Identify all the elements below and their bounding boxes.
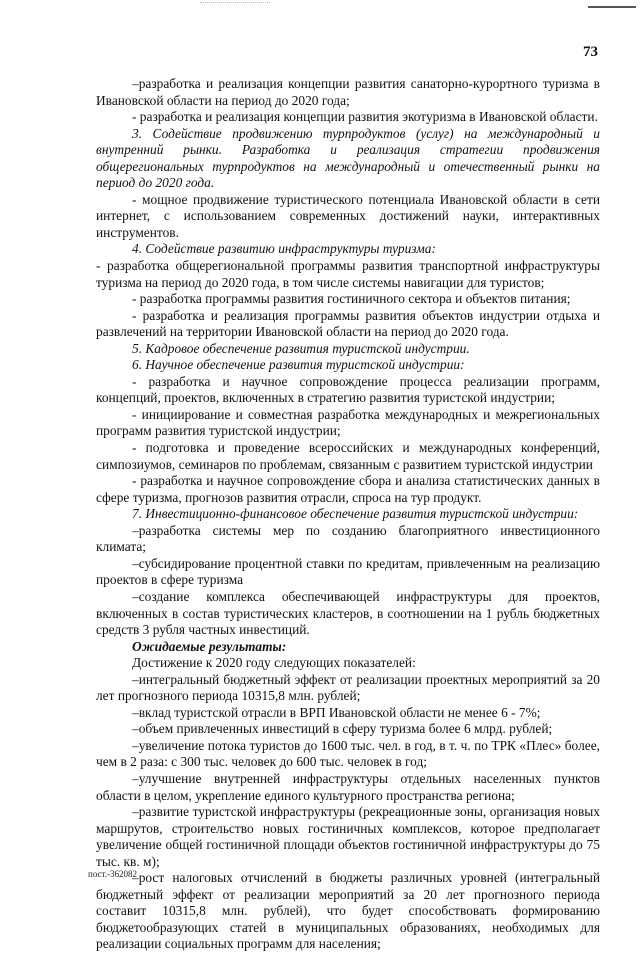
scan-artifact: [200, 2, 270, 7]
section-heading-5: 5. Кадровое обеспечение развития туристской индустрии.: [132, 340, 470, 356]
paragraph-transport-infrastructure: - разработка общерегиональной программы развития транспортной инфраструктуры туризма на период до 2020 года, в том числе системы навигации для туристов;: [96, 258, 600, 290]
paragraph-internet-promotion: - мощное продвижение туристического потенциала Ивановской области в сети интернет, с использованием современных достижений науки, интерактивных инструментов.: [96, 191, 600, 240]
paragraph-scientific-support: - разработка и научное сопровождение процесса реализации программ, концепций, проектов, включенных в стратегию развития туристской индустрии;: [96, 373, 600, 406]
paragraph-internal-infrastructure: –улучшение внутренней инфраструктуры отдельных населенных пунктов области в целом, укрепление единого культурного пространства региона;: [96, 770, 600, 803]
section-heading-7: 7. Инвестиционно-финансовое обеспечение развития туристской индустрии:: [132, 506, 579, 522]
expected-results-heading: Ожидаемые результаты:: [132, 638, 287, 654]
section-heading-3: 3. Содействие продвижению турпродуктов (услуг) на международный и внутренний рынки. Разработка и реализация стратегии продвижения общерегиональных турпродуктов на международный и отечественный рынки на период до 2020 года.: [96, 125, 600, 191]
paragraph-tourist-flow: –увеличение потока туристов до 1600 тыс. чел. в год, в т. ч. по ТРК «Плес» более, чем в 2 раза: с 300 тыс. человек до 600 тыс. человек в год;: [96, 737, 600, 770]
paragraph-interest-subsidy: –субсидирование процентной ставки по кредитам, привлеченным на реализацию проектов в сфере туризма: [96, 555, 600, 588]
paragraph-grp-contribution: –вклад туристской отрасли в ВРП Ивановской области не менее 6 - 7%;: [132, 704, 541, 720]
paragraph-international-programs: - инициирование и совместная разработка международных и межрегиональных программ развития туристской индустрии;: [96, 406, 600, 439]
paragraph-budget-effect: –интегральный бюджетный эффект от реализации проектных мероприятий за 20 лет прогнозного периода 10315,8 млн. рублей;: [96, 671, 600, 704]
paragraph-indicators-intro: Достижение к 2020 году следующих показателей:: [132, 655, 416, 671]
paragraph-statistics: - разработка и научное сопровождение сбора и анализа статистических данных в сфере туризма, прогнозов развития отрасли, спроса на тур продукт.: [96, 473, 600, 505]
paragraph-conferences: - подготовка и проведение всероссийских и международных конференций, симпозиумов, семинаров по проблемам, связанным с развитием туристской индустрии: [96, 440, 600, 472]
page-number: 73: [583, 44, 598, 60]
section-heading-4: 4. Содействие развитию инфраструктуры туризма:: [132, 241, 436, 257]
scan-artifact-line: [588, 6, 636, 8]
body-text: [96, 76, 600, 953]
paragraph-sanatorium-tourism: –разработка и реализация концепции развития санаторно-курортного туризма в Ивановской области на период до 2020 года;: [96, 76, 600, 108]
paragraph-investments: –объем привлеченных инвестиций в сферу туризма более 6 млрд. рублей;: [132, 721, 553, 737]
section-heading-6: 6. Научное обеспечение развития туристской индустрии:: [132, 357, 465, 373]
paragraph-leisure-industry: - разработка и реализация программы развития объектов индустрии отдыха и развлечений на территории Ивановской области на период до 2020 года.: [96, 307, 600, 340]
footer-code: пост.-362082: [88, 869, 138, 879]
paragraph-cluster-infrastructure: –создание комплекса обеспечивающей инфраструктуры для проектов, включенных в состав туристических кластеров, в соотношении на 1 рубль бюджетных средств 3 рубля частных инвестиций.: [96, 588, 600, 638]
paragraph-tourist-infrastructure: –развитие туристской инфраструктуры (рекреационные зоны, организация новых маршрутов, строительство новых гостиничных комплексов, которое предполагает увеличение общей гостиничной площади объектов гостиничной инфраструктуры до 75 тыс. кв. м);: [96, 804, 600, 869]
paragraph-hotel-sector: - разработка программы развития гостиничного сектора и объектов питания;: [132, 291, 571, 307]
paragraph-investment-climate: –разработка системы мер по созданию благоприятного инвестиционного климата;: [96, 522, 600, 555]
paragraph-ecotourism: - разработка и реализация концепции развития экотуризма в Ивановской области.: [132, 109, 598, 125]
paragraph-tax-revenue: –рост налоговых отчислений в бюджеты различных уровней (интегральный бюджетный эффект от реализации мероприятий за 20 лет прогнозного периода составит 10315,8 млн. рублей), что будет способствовать формированию бюджетообразующих статей в муниципальных образованиях, необходимых для реализации социальных программ для населения;: [96, 870, 600, 952]
